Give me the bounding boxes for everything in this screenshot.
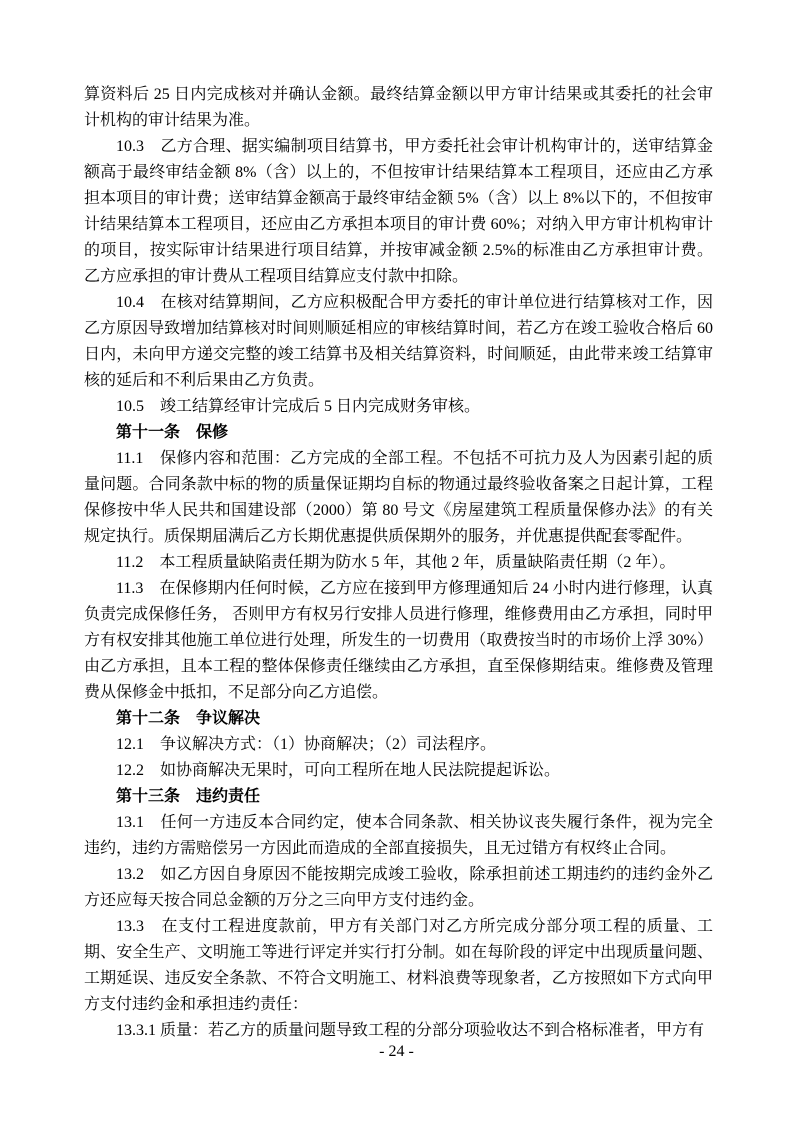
clause-13-1: 13.1 任何一方违反本合同约定，使本合同条款、相关协议丧失履行条件，视为完全违约，违约方需赔偿另一方因此而造成的全部直接损失，且无过错方有权终止合同。 [84, 814, 713, 857]
clause-11-2: 11.2 本工程质量缺陷责任期为防水 5 年，其他 2 年，质量缺陷责任期（2 年）。 [116, 554, 676, 571]
clause-11-1: 11.1 保修内容和范围：乙方完成的全部工程。不包括不可抗力及人为因素引起的质量问题。合同条款中标的物的质量保证期均自标的物通过最终验收备案之日起计算，工程保修按中华人民共和国建设部（2000）第 80 号文《房屋建筑工程质量保修办法》的有关规定执行。质保期届满后乙方长期优惠提供质保期外的服务，并优惠提供配套零配件。 [84, 450, 713, 545]
clause-13-2: 13.2 如乙方因自身原因不能按期完成竣工验收，除承担前述工期违约的违约金外乙方还应每天按合同总金额的万分之三向甲方支付违约金。 [84, 866, 713, 909]
page-number: - 24 - [379, 1043, 414, 1060]
clause-10-4: 10.4 在核对结算期间，乙方应积极配合甲方委托的审计单位进行结算核对工作，因乙方原因导致增加结算核对时间则顺延相应的审核结算时间，若乙方在竣工验收合格后 60 日内，未向甲方递交完整的竣工结算书及相关结算资料，时间顺延，由此带来竣工结算审核的延后和不利后果由乙方负责。 [84, 294, 713, 389]
contract-body [84, 82, 713, 1044]
clause-10-2-continuation: 算资料后 25 日内完成核对并确认金额。最终结算金额以甲方审计结果或其委托的社会审计机构的审计结果为准。 [84, 86, 713, 129]
clause-10-5: 10.5 竣工结算经审计完成后 5 日内完成财务审核。 [116, 398, 481, 415]
clause-12-1: 12.1 争议解决方式：（1）协商解决；（2）司法程序。 [116, 736, 497, 753]
clause-13-3: 13.3 在支付工程进度款前，甲方有关部门对乙方所完成分部分项工程的质量、工期、安全生产、文明施工等进行评定并实行打分制。如在每阶段的评定中出现质量问题、工期延误、违反安全条款、不符合文明施工、材料浪费等现象者，乙方按照如下方式向甲方支付违约金和承担违约责任： [84, 918, 713, 1013]
article-11-heading: 第十一条 保修 [116, 424, 229, 441]
article-12-heading: 第十二条 争议解决 [116, 710, 261, 727]
clause-11-3: 11.3 在保修期内任何时候，乙方应在接到甲方修理通知后 24 小时内进行修理，认真负责完成保修任务， 否则甲方有权另行安排人员进行修理，维修费用由乙方承担，同时甲方有权安排其他施工单位进行处理，所发生的一切费用（取费按当时的市场价上浮 30%）由乙方承担，且本工程的整体保修责任继续由乙方承担，直至保修期结束。维修费及管理费从保修金中抵扣，不足部分向乙方追偿。 [84, 580, 713, 701]
article-13-heading: 第十三条 违约责任 [116, 788, 261, 805]
clause-10-3: 10.3 乙方合理、据实编制项目结算书，甲方委托社会审计机构审计的，送审结算金额高于最终审结金额 8%（含）以上的，不但按审计结果结算本工程项目，还应由乙方承担本项目的审计费；送审结算金额高于最终审结金额 5%（含）以上 8%以下的，不但按审计结果结算本工程项目，还应由乙方承担本项目的审计费 60%；对纳入甲方审计机构审计的项目，按实际审计结果进行项目结算，并按审减金额 2.5%的标准由乙方承担审计费。乙方应承担的审计费从工程项目结算应支付款中扣除。 [84, 138, 713, 285]
clause-13-3-1: 13.3.1 质量：若乙方的质量问题导致工程的分部分项验收达不到合格标准者，甲方有 [116, 1022, 705, 1039]
clause-12-2: 12.2 如协商解决无果时，可向工程所在地人民法院提起诉讼。 [116, 762, 561, 779]
